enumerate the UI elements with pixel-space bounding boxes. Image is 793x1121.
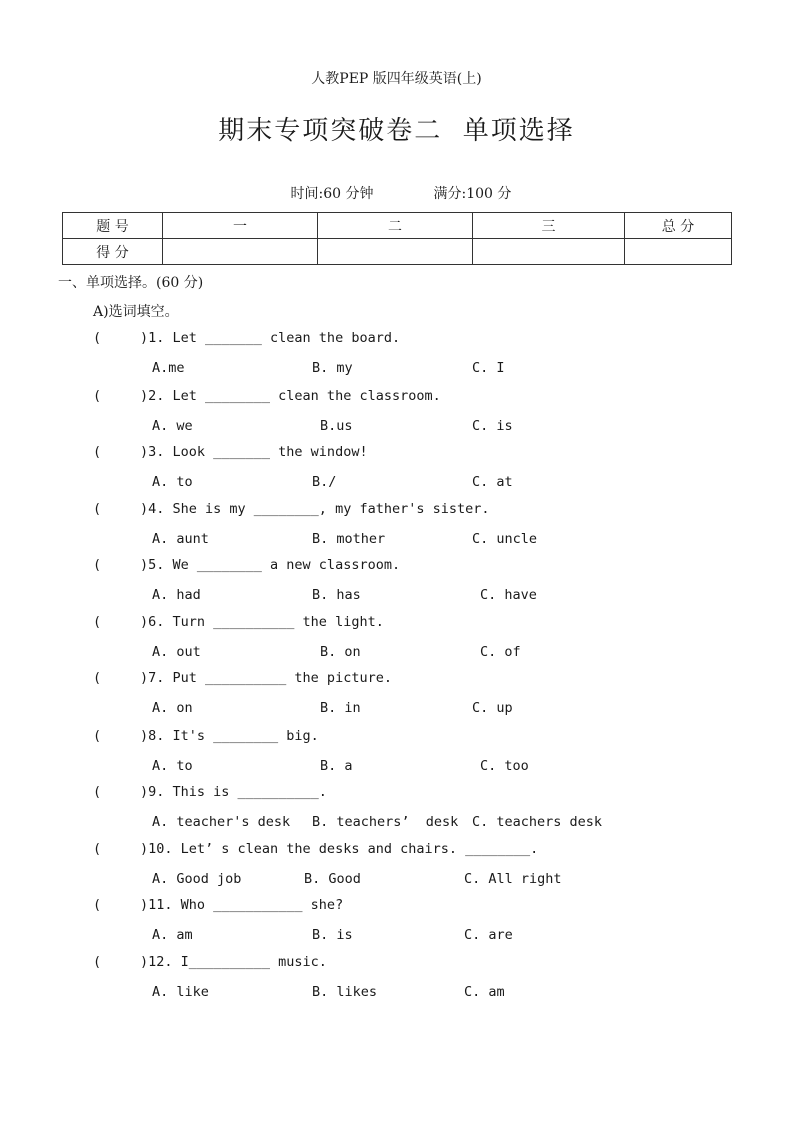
option-b: B.us	[320, 418, 353, 434]
time-limit: 时间:60 分钟	[290, 186, 374, 202]
answer-bracket: (	[93, 784, 102, 800]
option-b: B. Good	[304, 871, 361, 887]
answer-bracket: (	[93, 954, 102, 970]
answer-bracket: (	[93, 557, 102, 573]
option-c: C. of	[480, 644, 521, 660]
option-b: B. likes	[312, 984, 378, 1000]
option-a: A. am	[152, 927, 193, 943]
answer-bracket: (	[93, 728, 102, 744]
full-score: 满分:100 分	[433, 186, 512, 202]
option-a: A. aunt	[152, 531, 209, 547]
question-text: )10. Let’ s clean the desks and chairs. ________.	[140, 841, 539, 857]
option-c: C. up	[472, 700, 513, 716]
score-table-cell	[625, 239, 732, 265]
score-table-cell	[318, 239, 473, 265]
option-b: B. teachers’ desk	[312, 814, 459, 830]
question-text: )11. Who ___________ she?	[140, 897, 344, 913]
option-b: B. mother	[312, 531, 386, 547]
option-a: A. on	[152, 700, 193, 716]
option-b: B. a	[320, 758, 353, 774]
exam-meta	[0, 167, 793, 203]
score-table-cell: 三	[473, 213, 625, 239]
option-c: C. am	[464, 984, 505, 1000]
answer-bracket: (	[93, 897, 102, 913]
option-a: A. Good job	[152, 871, 242, 887]
question-text: )3. Look _______ the window!	[140, 444, 368, 460]
exam-subtitle: 人教PEP 版四年级英语(上)	[311, 71, 482, 87]
option-b: B./	[312, 474, 337, 490]
option-c: C. uncle	[472, 531, 538, 547]
question-text: )8. It's ________ big.	[140, 728, 319, 744]
option-b: B. is	[312, 927, 353, 943]
option-c: C. are	[464, 927, 513, 943]
option-c: C. is	[472, 418, 513, 434]
question-text: )5. We ________ a new classroom.	[140, 557, 401, 573]
score-table-cell: 得 分	[63, 239, 163, 265]
answer-bracket: (	[93, 841, 102, 857]
option-b: B. my	[312, 360, 353, 376]
score-table-cell: 二	[318, 213, 473, 239]
question-text: )7. Put __________ the picture.	[140, 670, 392, 686]
option-a: A. like	[152, 984, 209, 1000]
option-a: A. to	[152, 758, 193, 774]
question-text: )12. I__________ music.	[140, 954, 327, 970]
score-table-cell	[163, 239, 318, 265]
score-table-cell: 总 分	[625, 213, 732, 239]
score-table-cell	[473, 239, 625, 265]
option-a: A. out	[152, 644, 201, 660]
option-a: A. had	[152, 587, 201, 603]
option-b: B. has	[312, 587, 361, 603]
question-text: )6. Turn __________ the light.	[140, 614, 384, 630]
question-text: )9. This is __________.	[140, 784, 327, 800]
option-a: A. to	[152, 474, 193, 490]
score-table	[62, 212, 732, 265]
answer-bracket: (	[93, 670, 102, 686]
section-subheading: A)选词填空。	[93, 304, 179, 320]
answer-bracket: (	[93, 614, 102, 630]
answer-bracket: (	[93, 501, 102, 517]
score-table-header-row	[63, 213, 732, 239]
option-b: B. in	[320, 700, 361, 716]
option-c: C. at	[472, 474, 513, 490]
option-a: A. we	[152, 418, 193, 434]
option-a: A.me	[152, 360, 185, 376]
question-text: )4. She is my ________, my father's sister.	[140, 501, 490, 517]
score-table-cell: 一	[163, 213, 318, 239]
question-text: )1. Let _______ clean the board.	[140, 330, 401, 346]
answer-bracket: (	[93, 388, 102, 404]
option-b: B. on	[320, 644, 361, 660]
answer-bracket: (	[93, 444, 102, 460]
section-heading: 一、单项选择。(60 分)	[58, 275, 204, 291]
option-c: C. teachers desk	[472, 814, 603, 830]
score-table-score-row	[63, 239, 732, 265]
option-a: A. teacher's desk	[152, 814, 291, 830]
option-c: C. All right	[464, 871, 562, 887]
exam-title: 期末专项突破卷二 单项选择	[218, 116, 575, 146]
option-c: C. I	[472, 360, 505, 376]
option-c: C. too	[480, 758, 529, 774]
question-text: )2. Let ________ clean the classroom.	[140, 388, 441, 404]
answer-bracket: (	[93, 330, 102, 346]
option-c: C. have	[480, 587, 537, 603]
score-table-cell: 题 号	[63, 213, 163, 239]
